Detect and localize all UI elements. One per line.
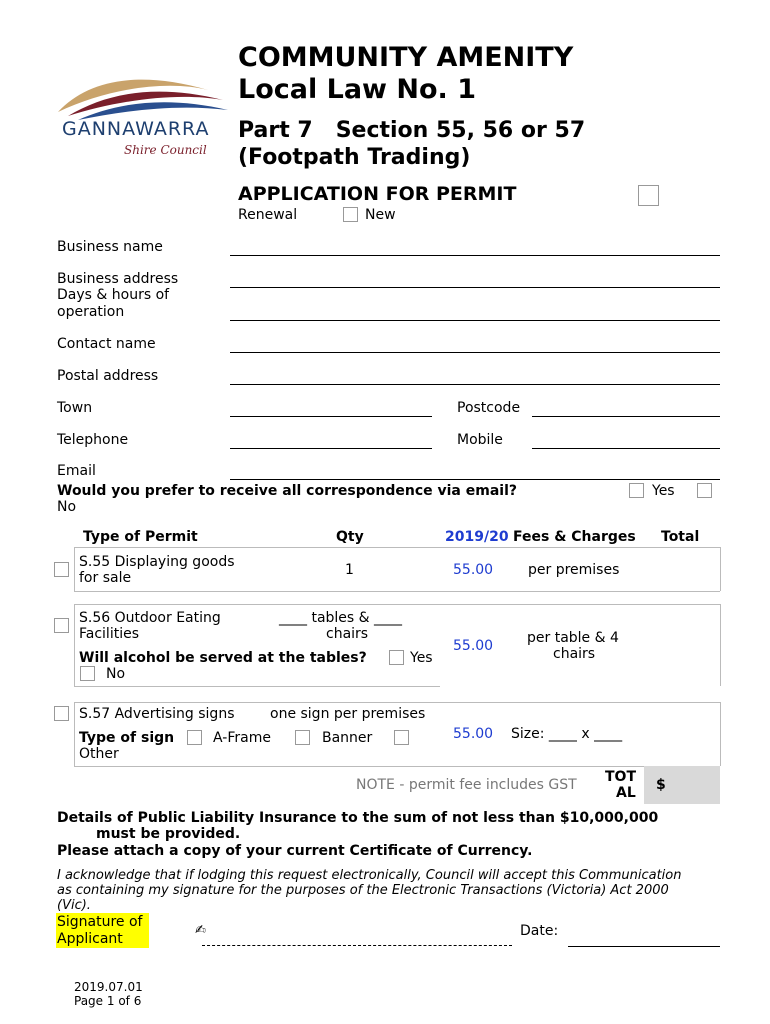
application-checkbox[interactable] (638, 185, 659, 206)
col-fees: Fees & Charges (513, 529, 636, 545)
operation-label: operation (57, 304, 125, 320)
postal-address-label: Postal address (57, 368, 159, 384)
footpath-trading: (Footpath Trading) (238, 145, 471, 170)
insurance-line-2: must be provided. (96, 826, 241, 842)
acknowledge-line-1: I acknowledge that if lodging this request electronically, Council will accept this Communication (57, 868, 682, 883)
application-title: APPLICATION FOR PERMIT (238, 183, 517, 205)
title-line-2: Local Law No. 1 (238, 74, 476, 105)
alcohol-no-label: No (106, 666, 126, 682)
aframe-label: A-Frame (213, 730, 271, 746)
email-pref-question: Would you prefer to receive all correspondence via email? (57, 483, 517, 499)
s57-size[interactable]: Size: ____ x ____ (511, 726, 623, 742)
banner-label: Banner (322, 730, 373, 746)
business-address-field[interactable] (230, 287, 720, 288)
contact-name-field[interactable] (230, 352, 720, 353)
email-pref-no-checkbox[interactable] (697, 483, 712, 498)
email-field[interactable] (230, 479, 720, 480)
s55-fee: 55.00 (453, 562, 494, 578)
banner-checkbox[interactable] (295, 730, 310, 745)
alcohol-no-checkbox[interactable] (80, 666, 95, 681)
contact-name-label: Contact name (57, 336, 156, 352)
postal-address-field[interactable] (230, 384, 720, 385)
signature-label-1: Signature of (57, 914, 143, 930)
s56-label-2: Facilities (79, 626, 139, 642)
mobile-label: Mobile (457, 432, 503, 448)
type-of-sign-label: Type of sign (79, 730, 175, 746)
col-type-of-permit: Type of Permit (83, 529, 198, 545)
business-name-field[interactable] (230, 255, 720, 256)
s55-unit: per premises (528, 562, 620, 578)
date-field[interactable] (568, 946, 720, 947)
email-pref-yes-checkbox[interactable] (629, 483, 644, 498)
days-hours-label: Days & hours of (57, 287, 170, 303)
town-field[interactable] (230, 416, 432, 417)
col-year: 2019/20 (445, 529, 509, 545)
new-checkbox[interactable] (343, 207, 358, 222)
signature-field[interactable] (202, 945, 512, 946)
total-label-2: AL (616, 785, 636, 801)
new-label: New (365, 207, 396, 223)
footer-date: 2019.07.01 (74, 980, 143, 994)
council-logo (48, 70, 238, 170)
email-pref-yes-label: Yes (652, 483, 675, 499)
s56-label-1: S.56 Outdoor Eating (79, 610, 221, 626)
telephone-field[interactable] (230, 448, 432, 449)
mobile-field[interactable] (532, 448, 720, 449)
s56-checkbox[interactable] (54, 618, 69, 633)
signature-label-2: Applicant (57, 931, 123, 947)
s56-qty-2: chairs (326, 626, 369, 642)
logo-swoosh-icon (48, 70, 238, 120)
logo-name: GANNAWARRA (62, 118, 210, 140)
alcohol-yes-checkbox[interactable] (389, 650, 404, 665)
s56-unit-1: per table & 4 (527, 630, 619, 646)
total-dollar: $ (656, 777, 666, 793)
s55-checkbox[interactable] (54, 562, 69, 577)
logo-sub: Shire Council (124, 143, 207, 157)
s57-label: S.57 Advertising signs (79, 706, 235, 722)
other-checkbox[interactable] (394, 730, 409, 745)
other-label: Other (79, 746, 119, 762)
s57-qty: one sign per premises (270, 706, 426, 722)
title-line-1: COMMUNITY AMENITY (238, 42, 574, 73)
s55-qty: 1 (345, 562, 354, 578)
gst-note: NOTE - permit fee includes GST (356, 777, 577, 793)
acknowledge-line-2: as containing my signature for the purposes of the Electronic Transactions (Victoria) Act 2000 (57, 883, 669, 898)
town-label: Town (57, 400, 93, 416)
acknowledge-line-3: (Vic). (57, 898, 91, 913)
insurance-line-3: Please attach a copy of your current Certificate of Currency. (57, 843, 533, 859)
s55-label-1: S.55 Displaying goods (79, 554, 235, 570)
alcohol-yes-label: Yes (410, 650, 433, 666)
s55-label-2: for sale (79, 570, 132, 586)
s57-fee: 55.00 (453, 726, 494, 742)
days-hours-field[interactable] (230, 320, 720, 321)
s56-unit-2: chairs (553, 646, 596, 662)
email-label: Email (57, 463, 96, 479)
insurance-line-1: Details of Public Liability Insurance to the sum of not less than $10,000,000 (57, 810, 659, 826)
footer-page: Page 1 of 6 (74, 994, 142, 1008)
s56-qty-1[interactable]: ____ tables & ____ (279, 610, 403, 626)
alcohol-question: Will alcohol be served at the tables? (79, 650, 367, 666)
s57-checkbox[interactable] (54, 706, 69, 721)
pen-icon: ✍ (195, 923, 206, 938)
col-qty: Qty (336, 529, 364, 545)
business-address-label: Business address (57, 271, 179, 287)
postcode-field[interactable] (532, 416, 720, 417)
postcode-label: Postcode (457, 400, 521, 416)
telephone-label: Telephone (57, 432, 129, 448)
email-pref-no-label: No (57, 499, 77, 515)
total-label-1: TOT (605, 769, 637, 785)
renewal-label: Renewal (238, 207, 298, 223)
s56-fee: 55.00 (453, 638, 494, 654)
business-name-label: Business name (57, 239, 163, 255)
part-section: Part 7 Section 55, 56 or 57 (238, 118, 586, 143)
aframe-checkbox[interactable] (187, 730, 202, 745)
date-label: Date: (520, 923, 559, 939)
col-total: Total (661, 529, 700, 545)
